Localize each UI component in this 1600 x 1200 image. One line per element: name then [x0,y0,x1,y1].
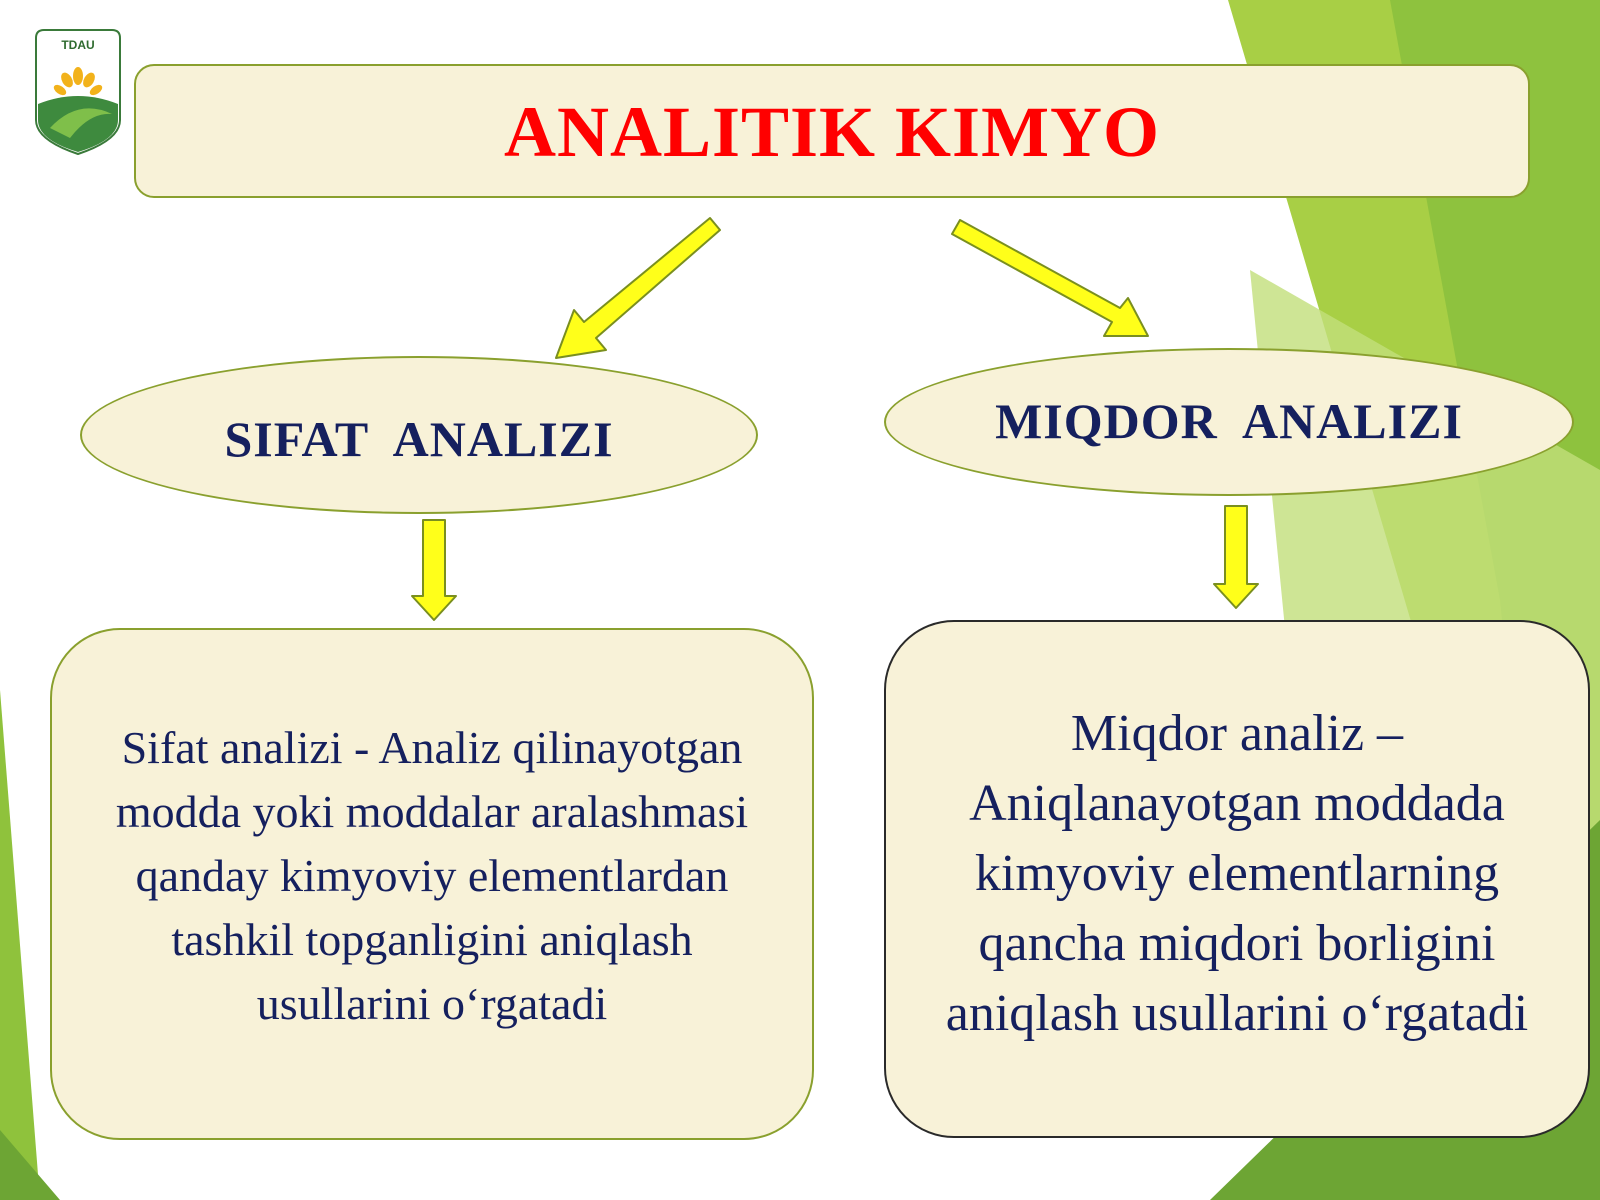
miqdor-description-box [884,620,1590,1138]
sifat-description-text: Sifat analizi - Analiz qilinayotgan modda yoki moddalar aralashmasi qanday kimyoviy elementlardan tashkil topganligini aniqlash usullarini o‘rgatadi [115,722,749,1029]
title-box [134,64,1530,198]
diagram-title: ANALITIK KIMYO [503,91,1161,172]
sifat-analizi-label: SIFAT ANALIZI [224,411,614,467]
logo-text: TDAU [61,38,95,52]
miqdor-analizi-node [884,348,1574,496]
sifat-description-box [50,628,814,1140]
miqdor-analizi-label: MIQDOR ANALIZI [995,393,1463,449]
sifat-analizi-node [80,356,758,514]
miqdor-description-text: Miqdor analiz – Aniqlanayotgan moddada kimyoviy elementlarning qancha miqdori borligini aniqlash usullarini o‘rgatadi [945,705,1529,1042]
green-band-left [0,690,40,1200]
